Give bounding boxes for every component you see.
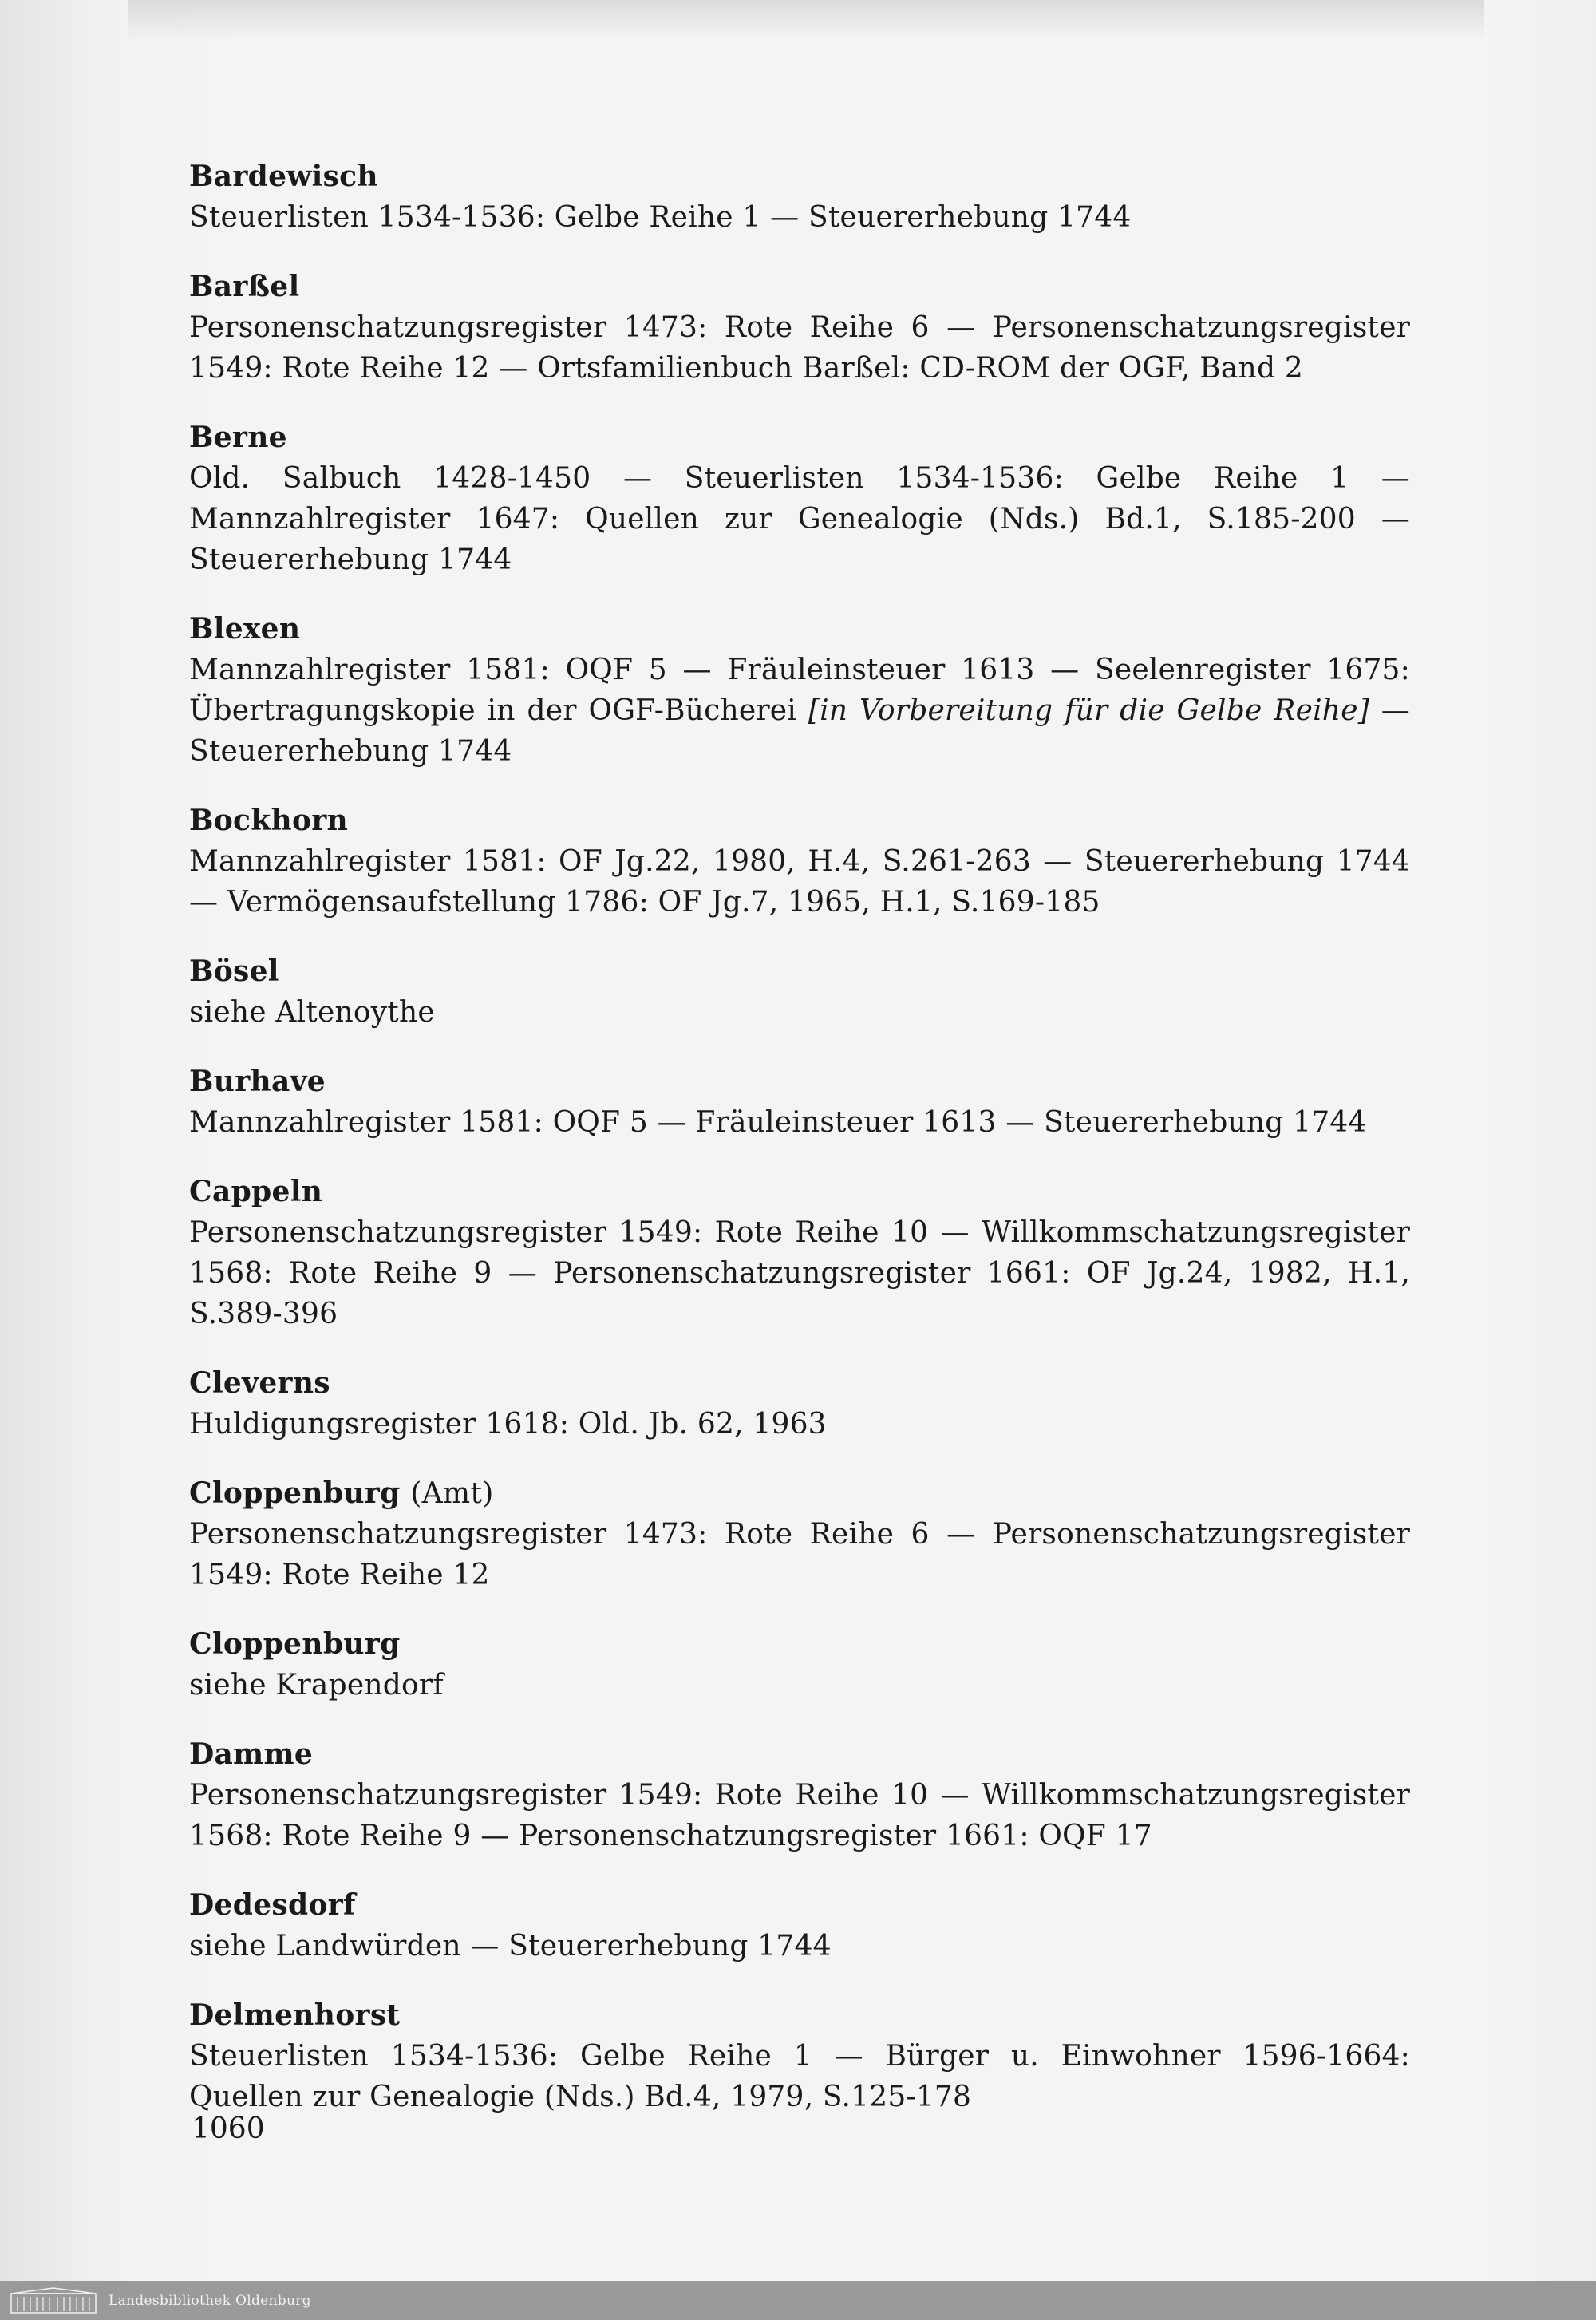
page-number: 1060: [192, 2113, 265, 2145]
entry-body-italic-note: [in Vorbereitung für die Gelbe Reihe]: [808, 694, 1369, 727]
entry-body: Personenschatzungsregister 1473: Rote Reihe 6 — Personenschatzungsregister 1549: Rote Reihe 12 — Ortsfamilienbuch Barßel: CD-ROM der OGF, Band 2: [189, 311, 1410, 385]
entry-name: Delmenhorst: [189, 1998, 401, 2032]
entry-body: Huldigungsregister 1618: Old. Jb. 62, 1963: [189, 1408, 827, 1441]
entry-dedesdorf: [189, 1885, 1410, 1966]
entry-name: Bockhorn: [189, 804, 349, 837]
entry-body: Personenschatzungsregister 1549: Rote Reihe 10 — Willkommschatzungsregister 1568: Rote Reihe 9 — Personenschatzungsregister 1661: OQF 17: [189, 1779, 1410, 1852]
entry-body-text-after: — Steuererhebung 1744: [189, 694, 1410, 768]
entry-body: Personenschatzungsregister 1473: Rote Reihe 6 — Personenschatzungsregister 1549: Rote Reihe 12: [189, 1518, 1410, 1591]
entry-body: Steuerlisten 1534-1536: Gelbe Reihe 1 — Bürger u. Einwohner 1596-1664: Quellen zur Genealogie (Nds.) Bd.4, 1979, S.125-178: [189, 2040, 1410, 2113]
entry-body: siehe Altenoythe: [189, 996, 435, 1029]
entry-blexen: [189, 609, 1410, 772]
entry-name: Barßel: [189, 270, 300, 303]
entry-name: Bardewisch: [189, 160, 378, 193]
entry-name: Bösel: [189, 954, 279, 988]
entry-cloppenburg-amt: [189, 1473, 1410, 1595]
library-name: Landesbibliothek Oldenburg: [109, 2292, 311, 2309]
entry-delmenhorst: [189, 1995, 1410, 2117]
entry-name: Dedesdorf: [189, 1888, 356, 1922]
entry-name: [189, 1473, 1410, 1514]
entry-name-text: Cloppenburg: [189, 1476, 401, 1510]
entry-damme: [189, 1734, 1410, 1856]
entry-body: Mannzahlregister 1581: OQF 5 — Fräuleinsteuer 1613 — Steuererhebung 1744: [189, 1106, 1367, 1139]
entry-name: Burhave: [189, 1065, 326, 1098]
entry-name-suffix: (Amt): [410, 1477, 494, 1510]
entry-name: Cappeln: [189, 1175, 323, 1208]
entry-body: siehe Krapendorf: [189, 1669, 444, 1701]
library-footer-bar: [0, 2281, 1596, 2320]
entry-body-text: Mannzahlregister 1581: OQF 5 — Fräuleinsteuer 1613 — Seelenregister 1675: Übertragungskopie in der OGF-Bücherei: [189, 654, 1410, 727]
entry-cleverns: [189, 1363, 1410, 1445]
entry-body: Steuerlisten 1534-1536: Gelbe Reihe 1 — Steuererhebung 1744: [189, 201, 1132, 234]
entry-bardewisch: [189, 156, 1410, 238]
library-building-icon: [10, 2287, 97, 2314]
entry-body: [189, 650, 1410, 772]
page-top-shadow: [128, 0, 1484, 40]
entry-burhave: [189, 1061, 1410, 1143]
entry-body: Mannzahlregister 1581: OF Jg.22, 1980, H.4, S.261-263 — Steuererhebung 1744 — Vermögensaufstellung 1786: OF Jg.7, 1965, H.1, S.169-185: [189, 845, 1410, 919]
entry-cappeln: [189, 1172, 1410, 1334]
entry-boesel: [189, 951, 1410, 1033]
entry-cloppenburg: [189, 1624, 1410, 1705]
entry-body: siehe Landwürden — Steuererhebung 1744: [189, 1930, 832, 1962]
entry-name: Berne: [189, 421, 287, 454]
entry-body: Old. Salbuch 1428-1450 — Steuerlisten 1534-1536: Gelbe Reihe 1 — Mannzahlregister 1647: Quellen zur Genealogie (Nds.) Bd.1, S.185-200 — Steuererhebung 1744: [189, 462, 1410, 576]
entry-name: Cloppenburg: [189, 1627, 401, 1661]
entry-berne: [189, 417, 1410, 580]
entry-name: Cleverns: [189, 1366, 330, 1400]
entry-name: Damme: [189, 1737, 314, 1771]
entry-bockhorn: [189, 800, 1410, 923]
entry-body: Personenschatzungsregister 1549: Rote Reihe 10 — Willkommschatzungsregister 1568: Rote Reihe 9 — Personenschatzungsregister 1661: OF Jg.24, 1982, H.1, S.389-396: [189, 1216, 1410, 1330]
entry-barssel: [189, 267, 1410, 389]
entry-list: [189, 156, 1410, 2146]
entry-name: Blexen: [189, 612, 301, 646]
